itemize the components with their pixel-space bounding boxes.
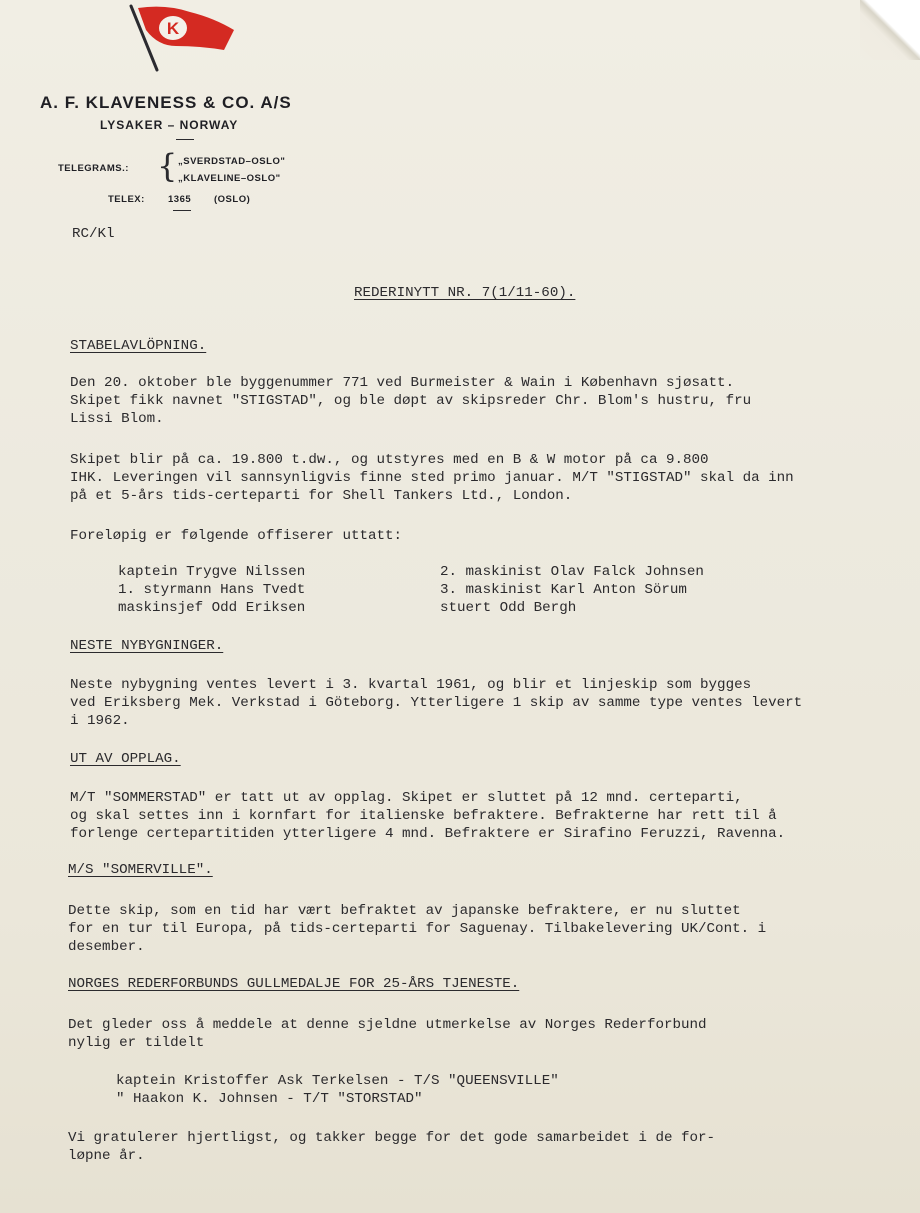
- company-name: A. F. KLAVENESS & CO. A/S: [40, 93, 292, 112]
- closing-line: Vi gratulerer hjertligst, og takker begge for det gode samarbeidet i de for-: [68, 1130, 716, 1146]
- telegram-address-2: „KLAVELINE–OSLO": [178, 173, 281, 184]
- body-line: Neste nybygning ventes levert i 3. kvartal 1961, og blir et linjeskip som bygges: [70, 677, 752, 693]
- section-heading: UT AV OPPLAG.: [70, 751, 181, 767]
- officer-item: kaptein Trygve Nilssen: [118, 564, 306, 580]
- body-line: IHK. Leveringen vil sannsynligvis finne sted primo januar. M/T "STIGSTAD" skal da inn: [70, 470, 794, 486]
- officer-item: 1. styrmann Hans Tvedt: [118, 582, 306, 598]
- company-location: LYSAKER – NORWAY: [100, 118, 239, 132]
- body-line: nylig er tildelt: [68, 1035, 205, 1051]
- body-line: på et 5-års tids-certeparti for Shell Tankers Ltd., London.: [70, 488, 573, 504]
- page-corner-fold: [860, 0, 920, 60]
- body-line: Den 20. oktober ble byggenummer 771 ved Burmeister & Wain i København sjøsatt.: [70, 375, 735, 391]
- officer-item: 3. maskinist Karl Anton Sörum: [440, 582, 687, 598]
- body-line: Lissi Blom.: [70, 411, 164, 427]
- closing-line: løpne år.: [68, 1148, 145, 1164]
- newsletter-title: REDERINYTT NR. 7(1/11-60).: [354, 285, 576, 301]
- recipient-item: kaptein Kristoffer Ask Terkelsen - T/S "QUEENSVILLE": [116, 1073, 559, 1089]
- body-line: for en tur til Europa, på tids-certeparti for Saguenay. Tilbakelevering UK/Cont. i: [68, 921, 767, 937]
- body-line: forlenge certepartitiden ytterligere 4 mnd. Befraktere er Sirafino Feruzzi, Ravenna.: [70, 826, 786, 842]
- telex-label: TELEX:: [108, 194, 145, 205]
- body-line: i 1962.: [70, 713, 130, 729]
- officer-item: maskinsjef Odd Eriksen: [118, 600, 306, 616]
- body-line: Foreløpig er følgende offiserer uttatt:: [70, 528, 403, 544]
- reference-code: RC/Kl: [72, 226, 115, 242]
- telex-number: 1365: [168, 194, 192, 205]
- body-line: ved Eriksberg Mek. Verkstad i Göteborg. Ytterligere 1 skip av samme type ventes levert: [70, 695, 803, 711]
- body-line: Skipet blir på ca. 19.800 t.dw., og utstyres med en B & W motor på ca 9.800: [70, 452, 709, 468]
- section-heading: M/S "SOMERVILLE".: [68, 862, 213, 878]
- officer-item: stuert Odd Bergh: [440, 600, 577, 616]
- telegram-address-1: „SVERDSTAD–OSLO": [178, 156, 286, 167]
- company-flag-logo: [126, 2, 238, 74]
- telex-city: (OSLO): [214, 194, 251, 205]
- section-heading: NORGES REDERFORBUNDS GULLMEDALJE FOR 25-ÅRS TJENESTE.: [68, 976, 520, 992]
- flag-letter: K: [166, 19, 180, 38]
- telegrams-label: TELEGRAMS.:: [58, 163, 129, 174]
- body-line: desember.: [68, 939, 145, 955]
- body-line: og skal settes inn i kornfart for italienske befraktere. Befrakterne har rett til å: [70, 808, 777, 824]
- recipient-item: " Haakon K. Johnsen - T/T "STORSTAD": [116, 1091, 423, 1107]
- body-line: M/T "SOMMERSTAD" er tatt ut av opplag. Skipet er sluttet på 12 mnd. certeparti,: [70, 790, 743, 806]
- telegram-brace: {: [157, 147, 178, 185]
- section-heading: STABELAVLÖPNING.: [70, 338, 207, 354]
- body-line: Skipet fikk navnet "STIGSTAD", og ble døpt av skipsreder Chr. Blom's hustru, fru: [70, 393, 752, 409]
- body-line: Dette skip, som en tid har vært befraktet av japanske befraktere, er nu sluttet: [68, 903, 741, 919]
- letterhead-divider-bottom: [173, 210, 191, 211]
- body-line: Det gleder oss å meddele at denne sjeldne utmerkelse av Norges Rederforbund: [68, 1017, 707, 1033]
- letterhead-divider: [176, 139, 194, 140]
- officer-item: 2. maskinist Olav Falck Johnsen: [440, 564, 704, 580]
- section-heading: NESTE NYBYGNINGER.: [70, 638, 224, 654]
